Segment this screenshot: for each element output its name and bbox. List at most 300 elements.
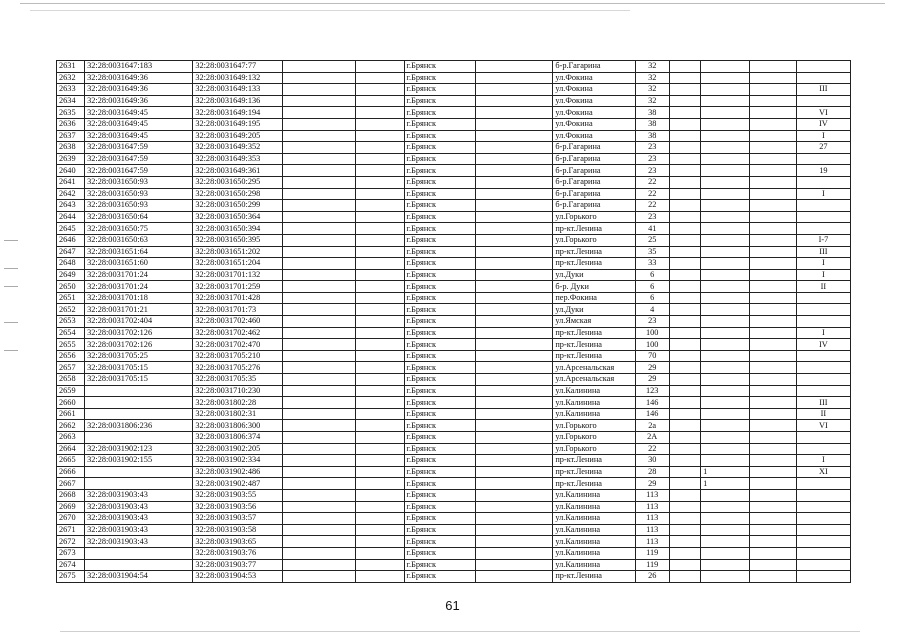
cell-roman bbox=[796, 547, 850, 559]
cell-flag bbox=[701, 200, 750, 212]
cell-cad1: 32:28:0031904:54 bbox=[85, 571, 193, 583]
cell-city: г.Брянск bbox=[404, 304, 476, 316]
cell-blank4 bbox=[669, 455, 700, 467]
cell-roman bbox=[796, 513, 850, 525]
cell-street: пр-кт.Ленина bbox=[553, 478, 635, 490]
cell-house: 23 bbox=[635, 153, 669, 165]
cell-city: г.Брянск bbox=[404, 524, 476, 536]
cell-blank5 bbox=[750, 559, 797, 571]
cell-house: 23 bbox=[635, 211, 669, 223]
cell-blank1 bbox=[282, 478, 355, 490]
cell-blank5 bbox=[750, 478, 797, 490]
cell-cad2: 32:28:0031650:394 bbox=[193, 223, 282, 235]
cell-city: г.Брянск bbox=[404, 559, 476, 571]
cell-blank1 bbox=[282, 223, 355, 235]
cell-house: 113 bbox=[635, 489, 669, 501]
cell-house: 32 bbox=[635, 95, 669, 107]
cell-street: ул.Дуки bbox=[553, 304, 635, 316]
cell-blank2 bbox=[355, 327, 404, 339]
cell-blank2 bbox=[355, 489, 404, 501]
cell-blank2 bbox=[355, 374, 404, 386]
cell-blank1 bbox=[282, 443, 355, 455]
cell-blank1 bbox=[282, 547, 355, 559]
cell-house: 38 bbox=[635, 130, 669, 142]
cell-flag bbox=[701, 385, 750, 397]
cell-blank3 bbox=[476, 420, 553, 432]
cell-blank3 bbox=[476, 107, 553, 119]
cell-cad1: 32:28:0031650:93 bbox=[85, 188, 193, 200]
cell-roman: IV bbox=[796, 118, 850, 130]
cell-house: 100 bbox=[635, 327, 669, 339]
cell-blank2 bbox=[355, 339, 404, 351]
table-row bbox=[57, 478, 851, 490]
cell-cad1: 32:28:0031649:45 bbox=[85, 118, 193, 130]
cell-flag bbox=[701, 165, 750, 177]
cell-city: г.Брянск bbox=[404, 432, 476, 444]
cell-flag bbox=[701, 501, 750, 513]
scan-edge-bottom bbox=[60, 631, 860, 632]
cell-street: ул.Фокина bbox=[553, 84, 635, 96]
cell-num: 2661 bbox=[57, 408, 85, 420]
cell-blank3 bbox=[476, 559, 553, 571]
table-row bbox=[57, 292, 851, 304]
cell-blank3 bbox=[476, 258, 553, 270]
cell-house: 123 bbox=[635, 385, 669, 397]
cell-blank2 bbox=[355, 246, 404, 258]
cell-blank2 bbox=[355, 142, 404, 154]
cell-city: г.Брянск bbox=[404, 478, 476, 490]
cell-blank3 bbox=[476, 432, 553, 444]
cell-flag bbox=[701, 420, 750, 432]
cell-blank3 bbox=[476, 292, 553, 304]
cell-roman bbox=[796, 95, 850, 107]
cell-blank5 bbox=[750, 200, 797, 212]
cell-blank3 bbox=[476, 118, 553, 130]
cell-blank4 bbox=[669, 513, 700, 525]
cell-blank5 bbox=[750, 571, 797, 583]
cell-blank1 bbox=[282, 165, 355, 177]
cell-city: г.Брянск bbox=[404, 246, 476, 258]
cell-num: 2659 bbox=[57, 385, 85, 397]
cell-blank5 bbox=[750, 420, 797, 432]
cell-blank5 bbox=[750, 95, 797, 107]
cell-blank4 bbox=[669, 478, 700, 490]
cell-num: 2663 bbox=[57, 432, 85, 444]
cell-cad1: 32:28:0031649:36 bbox=[85, 95, 193, 107]
cell-num: 2666 bbox=[57, 466, 85, 478]
cell-street: ул.Калинина bbox=[553, 559, 635, 571]
cell-roman bbox=[796, 200, 850, 212]
cell-blank1 bbox=[282, 524, 355, 536]
cell-blank4 bbox=[669, 420, 700, 432]
cell-cad2: 32:28:0031903:77 bbox=[193, 559, 282, 571]
cell-city: г.Брянск bbox=[404, 200, 476, 212]
cell-cad1: 32:28:0031647:59 bbox=[85, 165, 193, 177]
cell-blank5 bbox=[750, 536, 797, 548]
margin-mark bbox=[4, 240, 18, 241]
cell-blank5 bbox=[750, 223, 797, 235]
cell-roman: III bbox=[796, 246, 850, 258]
cell-roman bbox=[796, 571, 850, 583]
cell-flag bbox=[701, 269, 750, 281]
cell-blank5 bbox=[750, 258, 797, 270]
cell-city: г.Брянск bbox=[404, 292, 476, 304]
cell-blank5 bbox=[750, 292, 797, 304]
cell-blank3 bbox=[476, 153, 553, 165]
cell-blank5 bbox=[750, 269, 797, 281]
cell-blank3 bbox=[476, 327, 553, 339]
cell-city: г.Брянск bbox=[404, 211, 476, 223]
cell-roman: III bbox=[796, 84, 850, 96]
scan-edge-top bbox=[20, 3, 885, 4]
cell-blank2 bbox=[355, 466, 404, 478]
cell-blank4 bbox=[669, 142, 700, 154]
cell-city: г.Брянск bbox=[404, 269, 476, 281]
cell-num: 2650 bbox=[57, 281, 85, 293]
cell-house: 119 bbox=[635, 559, 669, 571]
cell-house: 29 bbox=[635, 478, 669, 490]
cell-blank5 bbox=[750, 350, 797, 362]
table-row bbox=[57, 200, 851, 212]
cell-blank1 bbox=[282, 408, 355, 420]
cell-blank3 bbox=[476, 95, 553, 107]
table-row bbox=[57, 432, 851, 444]
cell-blank1 bbox=[282, 176, 355, 188]
cell-blank5 bbox=[750, 153, 797, 165]
table-row bbox=[57, 385, 851, 397]
table-row bbox=[57, 513, 851, 525]
cell-blank3 bbox=[476, 489, 553, 501]
cell-cad2: 32:28:0031903:55 bbox=[193, 489, 282, 501]
cell-house: 6 bbox=[635, 281, 669, 293]
cell-num: 2660 bbox=[57, 397, 85, 409]
cell-city: г.Брянск bbox=[404, 513, 476, 525]
cell-roman bbox=[796, 362, 850, 374]
cell-roman: II bbox=[796, 281, 850, 293]
cell-blank4 bbox=[669, 200, 700, 212]
cell-blank3 bbox=[476, 246, 553, 258]
cell-num: 2675 bbox=[57, 571, 85, 583]
cell-blank2 bbox=[355, 350, 404, 362]
cell-blank5 bbox=[750, 234, 797, 246]
cell-street: ул.Горького bbox=[553, 211, 635, 223]
cell-blank4 bbox=[669, 408, 700, 420]
cell-blank4 bbox=[669, 397, 700, 409]
cell-blank4 bbox=[669, 304, 700, 316]
cell-cad1: 32:28:0031702:404 bbox=[85, 316, 193, 328]
cell-flag bbox=[701, 397, 750, 409]
cell-cad1: 32:28:0031651:60 bbox=[85, 258, 193, 270]
cell-city: г.Брянск bbox=[404, 84, 476, 96]
cell-cad1: 32:28:0031705:15 bbox=[85, 374, 193, 386]
cell-house: 100 bbox=[635, 339, 669, 351]
cell-cad1 bbox=[85, 478, 193, 490]
cell-num: 2652 bbox=[57, 304, 85, 316]
cell-roman: III bbox=[796, 397, 850, 409]
cell-house: 38 bbox=[635, 118, 669, 130]
cell-flag bbox=[701, 223, 750, 235]
cell-blank3 bbox=[476, 165, 553, 177]
cell-street: б-р. Дуки bbox=[553, 281, 635, 293]
cell-street: б-р.Гагарина bbox=[553, 188, 635, 200]
cell-blank4 bbox=[669, 362, 700, 374]
cell-num: 2671 bbox=[57, 524, 85, 536]
cell-city: г.Брянск bbox=[404, 165, 476, 177]
cell-blank5 bbox=[750, 432, 797, 444]
cell-roman: VI bbox=[796, 420, 850, 432]
cell-city: г.Брянск bbox=[404, 501, 476, 513]
cell-num: 2641 bbox=[57, 176, 85, 188]
cell-cad2: 32:28:0031705:210 bbox=[193, 350, 282, 362]
cell-roman bbox=[796, 374, 850, 386]
cell-blank3 bbox=[476, 200, 553, 212]
cell-blank5 bbox=[750, 72, 797, 84]
cell-blank5 bbox=[750, 246, 797, 258]
cell-cad1 bbox=[85, 559, 193, 571]
cell-blank1 bbox=[282, 513, 355, 525]
cell-blank4 bbox=[669, 188, 700, 200]
cell-blank5 bbox=[750, 142, 797, 154]
cell-num: 2632 bbox=[57, 72, 85, 84]
cell-roman bbox=[796, 501, 850, 513]
cell-roman: II bbox=[796, 408, 850, 420]
page-number: 61 bbox=[445, 598, 460, 613]
cell-city: г.Брянск bbox=[404, 61, 476, 73]
cell-street: ул.Калинина bbox=[553, 408, 635, 420]
cell-house: 28 bbox=[635, 466, 669, 478]
cell-blank5 bbox=[750, 211, 797, 223]
cell-blank2 bbox=[355, 397, 404, 409]
cell-num: 2640 bbox=[57, 165, 85, 177]
cell-blank5 bbox=[750, 130, 797, 142]
cell-roman: I bbox=[796, 327, 850, 339]
cell-cad1 bbox=[85, 408, 193, 420]
cell-street: пр-кт.Ленина bbox=[553, 466, 635, 478]
cell-blank3 bbox=[476, 269, 553, 281]
cell-blank1 bbox=[282, 350, 355, 362]
cell-blank3 bbox=[476, 61, 553, 73]
cell-blank2 bbox=[355, 281, 404, 293]
cell-blank1 bbox=[282, 397, 355, 409]
cell-num: 2653 bbox=[57, 316, 85, 328]
cell-blank5 bbox=[750, 118, 797, 130]
cell-cad1: 32:28:0031649:45 bbox=[85, 130, 193, 142]
cell-cad2: 32:28:0031903:65 bbox=[193, 536, 282, 548]
cell-num: 2647 bbox=[57, 246, 85, 258]
cell-flag bbox=[701, 61, 750, 73]
cell-blank4 bbox=[669, 501, 700, 513]
cell-blank3 bbox=[476, 362, 553, 374]
cell-cad2: 32:28:0031649:361 bbox=[193, 165, 282, 177]
cell-house: 113 bbox=[635, 524, 669, 536]
cell-flag bbox=[701, 339, 750, 351]
cell-blank4 bbox=[669, 327, 700, 339]
cell-house: 146 bbox=[635, 408, 669, 420]
cell-blank4 bbox=[669, 107, 700, 119]
cell-cad1 bbox=[85, 432, 193, 444]
cell-flag bbox=[701, 455, 750, 467]
cell-blank3 bbox=[476, 397, 553, 409]
cell-flag bbox=[701, 524, 750, 536]
cell-blank4 bbox=[669, 84, 700, 96]
cell-cad1: 32:28:0031647:59 bbox=[85, 142, 193, 154]
cell-city: г.Брянск bbox=[404, 316, 476, 328]
cell-blank1 bbox=[282, 362, 355, 374]
cell-house: 23 bbox=[635, 142, 669, 154]
cell-num: 2642 bbox=[57, 188, 85, 200]
cell-house: 2a bbox=[635, 420, 669, 432]
cell-blank3 bbox=[476, 339, 553, 351]
cell-blank1 bbox=[282, 501, 355, 513]
cell-cad1: 32:28:0031903:43 bbox=[85, 489, 193, 501]
cell-street: ул.Фокина bbox=[553, 107, 635, 119]
cell-house: 2A bbox=[635, 432, 669, 444]
cell-street: ул.Фокина bbox=[553, 72, 635, 84]
cell-blank2 bbox=[355, 420, 404, 432]
cell-street: ул.Горького bbox=[553, 432, 635, 444]
cell-cad1: 32:28:0031806:236 bbox=[85, 420, 193, 432]
cell-cad2: 32:28:0031903:76 bbox=[193, 547, 282, 559]
cell-blank3 bbox=[476, 142, 553, 154]
cell-blank4 bbox=[669, 536, 700, 548]
cell-blank3 bbox=[476, 211, 553, 223]
cell-street: пр-кт.Ленина bbox=[553, 258, 635, 270]
cell-cad1: 32:28:0031902:155 bbox=[85, 455, 193, 467]
cell-blank3 bbox=[476, 176, 553, 188]
cell-roman bbox=[796, 478, 850, 490]
cell-blank4 bbox=[669, 281, 700, 293]
cell-num: 2654 bbox=[57, 327, 85, 339]
cell-blank4 bbox=[669, 95, 700, 107]
cell-cad1: 32:28:0031903:43 bbox=[85, 513, 193, 525]
table-row bbox=[57, 339, 851, 351]
cell-blank2 bbox=[355, 176, 404, 188]
cell-roman bbox=[796, 153, 850, 165]
cell-flag bbox=[701, 513, 750, 525]
cell-cad2: 32:28:0031649:132 bbox=[193, 72, 282, 84]
cell-cad1: 32:28:0031701:21 bbox=[85, 304, 193, 316]
table-row bbox=[57, 281, 851, 293]
cell-cad1 bbox=[85, 397, 193, 409]
cell-house: 29 bbox=[635, 374, 669, 386]
cell-blank3 bbox=[476, 478, 553, 490]
table-row bbox=[57, 118, 851, 130]
cell-street: пер.Фокина bbox=[553, 292, 635, 304]
cell-cad1: 32:28:0031903:43 bbox=[85, 524, 193, 536]
cell-house: 113 bbox=[635, 501, 669, 513]
cell-blank1 bbox=[282, 258, 355, 270]
cell-blank3 bbox=[476, 234, 553, 246]
cell-city: г.Брянск bbox=[404, 536, 476, 548]
table-row bbox=[57, 501, 851, 513]
cell-house: 32 bbox=[635, 84, 669, 96]
cell-num: 2631 bbox=[57, 61, 85, 73]
cell-blank1 bbox=[282, 455, 355, 467]
cell-blank3 bbox=[476, 536, 553, 548]
cell-blank1 bbox=[282, 304, 355, 316]
cell-cad2: 32:28:0031650:364 bbox=[193, 211, 282, 223]
cell-street: ул.Калинина bbox=[553, 536, 635, 548]
cell-blank2 bbox=[355, 61, 404, 73]
cell-blank3 bbox=[476, 408, 553, 420]
cell-roman: 27 bbox=[796, 142, 850, 154]
cell-flag bbox=[701, 350, 750, 362]
cell-street: ул.Горького bbox=[553, 234, 635, 246]
cell-street: б-р.Гагарина bbox=[553, 176, 635, 188]
cell-roman bbox=[796, 443, 850, 455]
cell-cad2: 32:28:0031651:202 bbox=[193, 246, 282, 258]
cell-roman bbox=[796, 350, 850, 362]
cell-cad1: 32:28:0031647:59 bbox=[85, 153, 193, 165]
cell-roman: IV bbox=[796, 339, 850, 351]
cell-num: 2656 bbox=[57, 350, 85, 362]
cell-blank3 bbox=[476, 130, 553, 142]
cell-city: г.Брянск bbox=[404, 95, 476, 107]
cell-flag bbox=[701, 489, 750, 501]
cell-blank3 bbox=[476, 72, 553, 84]
cell-blank5 bbox=[750, 304, 797, 316]
cell-cad1: 32:28:0031902:123 bbox=[85, 443, 193, 455]
cell-city: г.Брянск bbox=[404, 443, 476, 455]
table-row bbox=[57, 374, 851, 386]
cell-roman bbox=[796, 176, 850, 188]
cell-blank2 bbox=[355, 513, 404, 525]
cell-house: 23 bbox=[635, 165, 669, 177]
cell-blank5 bbox=[750, 107, 797, 119]
cell-street: пр-кт.Ленина bbox=[553, 455, 635, 467]
cell-blank4 bbox=[669, 292, 700, 304]
cell-blank2 bbox=[355, 292, 404, 304]
cell-blank1 bbox=[282, 72, 355, 84]
cell-num: 2644 bbox=[57, 211, 85, 223]
cell-roman: 19 bbox=[796, 165, 850, 177]
cell-blank1 bbox=[282, 269, 355, 281]
cell-flag bbox=[701, 362, 750, 374]
cell-street: ул.Фокина bbox=[553, 118, 635, 130]
cell-blank3 bbox=[476, 281, 553, 293]
cell-house: 4 bbox=[635, 304, 669, 316]
cell-blank4 bbox=[669, 559, 700, 571]
cell-city: г.Брянск bbox=[404, 142, 476, 154]
cell-blank5 bbox=[750, 547, 797, 559]
margin-mark bbox=[4, 268, 18, 269]
cell-num: 2662 bbox=[57, 420, 85, 432]
cell-cad1: 32:28:0031649:45 bbox=[85, 107, 193, 119]
cell-flag bbox=[701, 281, 750, 293]
cell-cad2: 32:28:0031802:28 bbox=[193, 397, 282, 409]
cell-flag bbox=[701, 547, 750, 559]
table-row bbox=[57, 165, 851, 177]
cell-roman bbox=[796, 489, 850, 501]
cell-blank3 bbox=[476, 316, 553, 328]
cell-street: пр-кт.Ленина bbox=[553, 246, 635, 258]
cell-city: г.Брянск bbox=[404, 339, 476, 351]
cell-roman: I bbox=[796, 455, 850, 467]
cell-cad2: 32:28:0031806:374 bbox=[193, 432, 282, 444]
cell-cad1 bbox=[85, 547, 193, 559]
cell-blank5 bbox=[750, 524, 797, 536]
cell-cad2: 32:28:0031903:58 bbox=[193, 524, 282, 536]
cell-street: б-р.Гагарина bbox=[553, 153, 635, 165]
cell-cad2: 32:28:0031650:395 bbox=[193, 234, 282, 246]
cell-blank4 bbox=[669, 211, 700, 223]
cell-blank5 bbox=[750, 176, 797, 188]
cell-cad2: 32:28:0031802:31 bbox=[193, 408, 282, 420]
cell-city: г.Брянск bbox=[404, 130, 476, 142]
cell-cad2: 32:28:0031649:195 bbox=[193, 118, 282, 130]
cell-blank2 bbox=[355, 547, 404, 559]
cell-cad1: 32:28:0031705:25 bbox=[85, 350, 193, 362]
